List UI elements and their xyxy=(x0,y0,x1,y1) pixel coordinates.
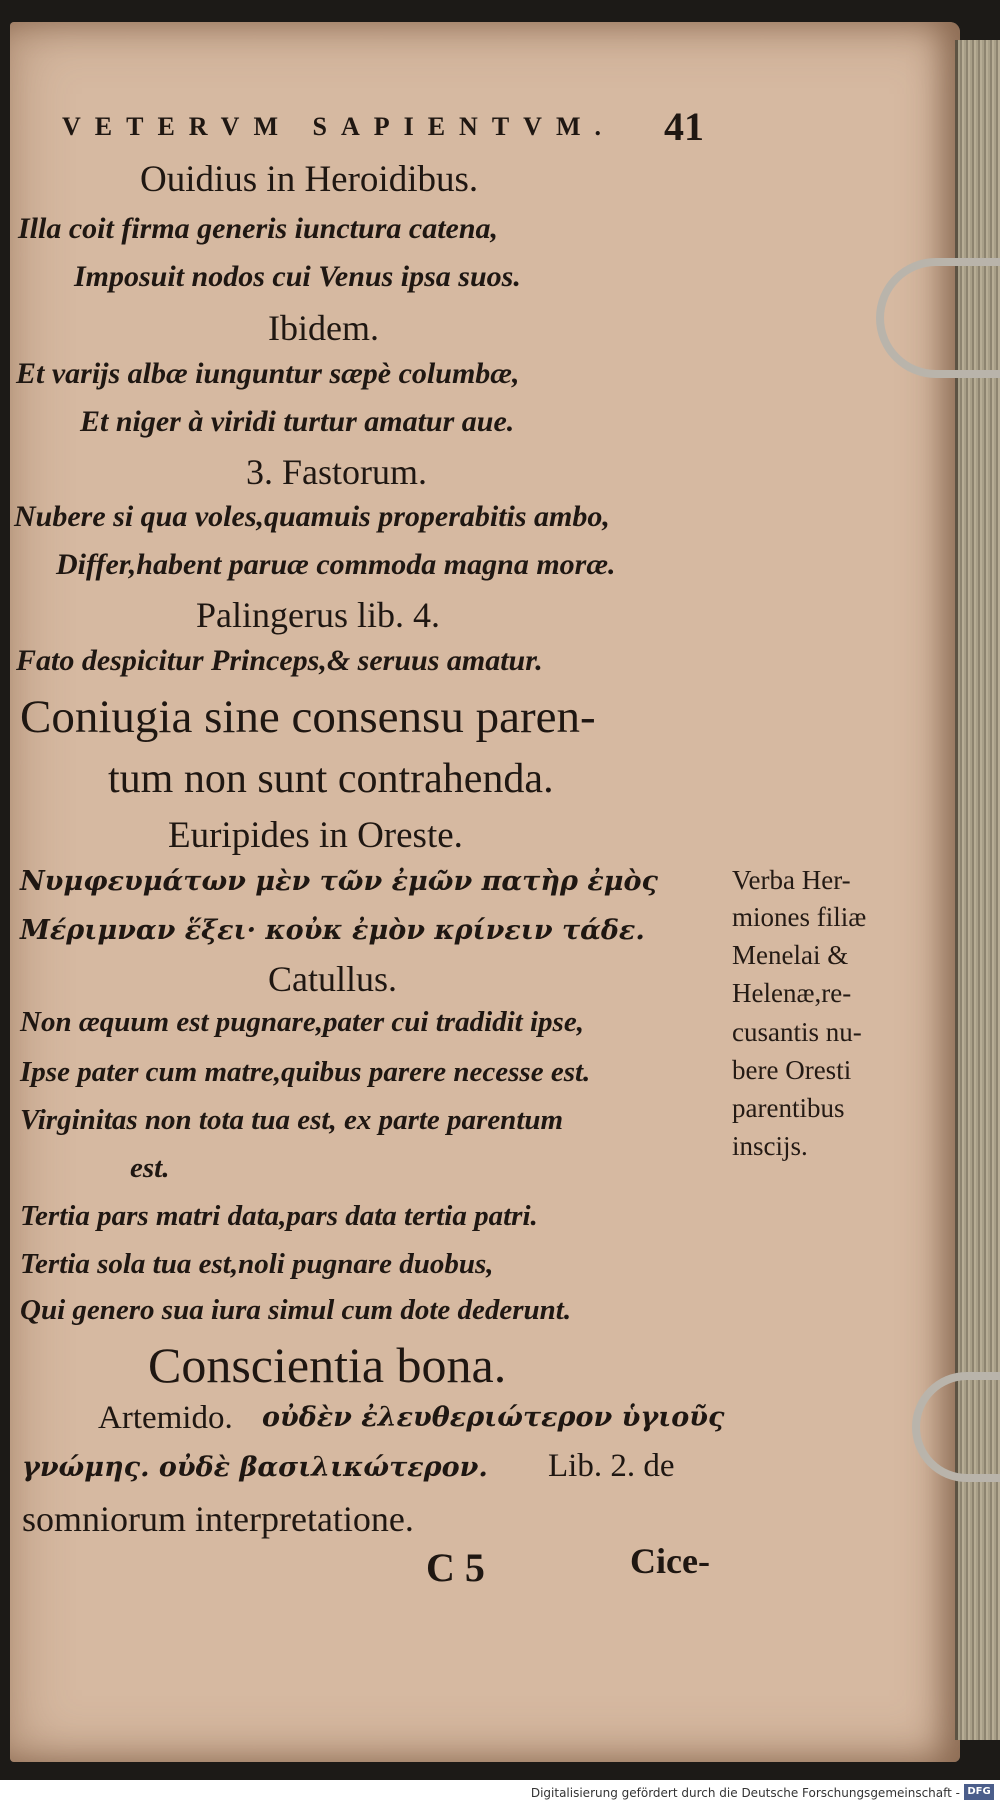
verse-line: Tertia sola tua est,noli pugnare duobus, xyxy=(20,1248,494,1280)
book-reference: Lib. 2. de xyxy=(548,1448,675,1484)
section-heading: Ibidem. xyxy=(268,308,379,348)
section-heading: 3. Fastorum. xyxy=(246,452,428,492)
section-heading: Ouidius in Heroidibus. xyxy=(140,159,479,200)
margin-note-line: Helenæ,re- xyxy=(732,978,852,1008)
greek-line: Μέριμναν ἕξει· κοὐκ ἐμὸν κρίνειν τάδε. xyxy=(20,915,645,946)
margin-note-line: Menelai & xyxy=(732,940,849,970)
section-heading: Catullus. xyxy=(268,959,398,999)
margin-note-line: miones filiæ xyxy=(732,902,867,932)
verse-line: Et varijs albæ iunguntur sæpè columbæ, xyxy=(16,357,520,390)
verse-line: Illa coit firma generis iunctura catena, xyxy=(18,212,499,245)
verse-line: Nubere si qua voles,quamuis properabitis ambo, xyxy=(14,500,610,533)
digitization-credit: Digitalisierung gefördert durch die Deutsche Forschungsgemeinschaft - xyxy=(530,1786,960,1800)
dfg-logo: DFG xyxy=(964,1784,994,1800)
section-heading: Palingerus lib. 4. xyxy=(196,595,440,635)
margin-note-line: inscijs. xyxy=(732,1131,808,1161)
verse-line: Differ,habent paruæ commoda magna moræ. xyxy=(56,548,616,581)
verse-line: Ipse pater cum matre,quibus parere necesse est. xyxy=(20,1056,591,1088)
signature-mark: C 5 xyxy=(426,1545,485,1590)
verse-line: Virginitas non tota tua est, ex parte parentum xyxy=(20,1104,564,1136)
margin-note-line: bere Oresti xyxy=(732,1055,852,1085)
greek-line: Νυμφευμάτων μὲν τῶν ἐμῶν πατὴρ ἐμὸς xyxy=(20,866,658,897)
verse-line: Qui genero sua iura simul cum dote dederunt. xyxy=(20,1294,572,1326)
margin-note-line: Verba Her- xyxy=(732,865,851,895)
section-heading: Euripides in Oreste. xyxy=(168,815,463,856)
topic-title: Coniugia sine consensu paren- xyxy=(20,691,596,743)
topic-title: Conscientia bona. xyxy=(148,1337,507,1393)
greek-line: γνώμης. οὐδὲ βασιλικώτερον. xyxy=(22,1452,488,1483)
prose-line: somniorum interpretatione. xyxy=(22,1499,414,1539)
catchword: Cice- xyxy=(630,1541,710,1581)
verse-line: Et niger à viridi turtur amatur aue. xyxy=(80,405,515,438)
margin-note-line: cusantis nu- xyxy=(732,1017,862,1047)
verse-line: Imposuit nodos cui Venus ipsa suos. xyxy=(74,260,521,293)
page-number: 41 xyxy=(664,104,704,149)
margin-note-line: parentibus xyxy=(732,1093,845,1123)
verse-line: Tertia pars matri data,pars data tertia patri. xyxy=(20,1200,538,1232)
running-title: VETERVM SAPIENTVM. xyxy=(62,112,615,141)
verse-line: Non æquum est pugnare,pater cui tradidit ipse, xyxy=(20,1006,584,1038)
verse-line: Fato despicitur Princeps,& seruus amatur. xyxy=(16,644,543,677)
author-ref: Artemido. xyxy=(98,1400,233,1436)
topic-title: tum non sunt contrahenda. xyxy=(108,756,554,802)
book-clip-top xyxy=(876,258,1000,378)
verse-line: est. xyxy=(130,1152,170,1184)
greek-line: οὐδὲν ἐλευθεριώτερον ὑγιοῦς xyxy=(262,1402,725,1433)
